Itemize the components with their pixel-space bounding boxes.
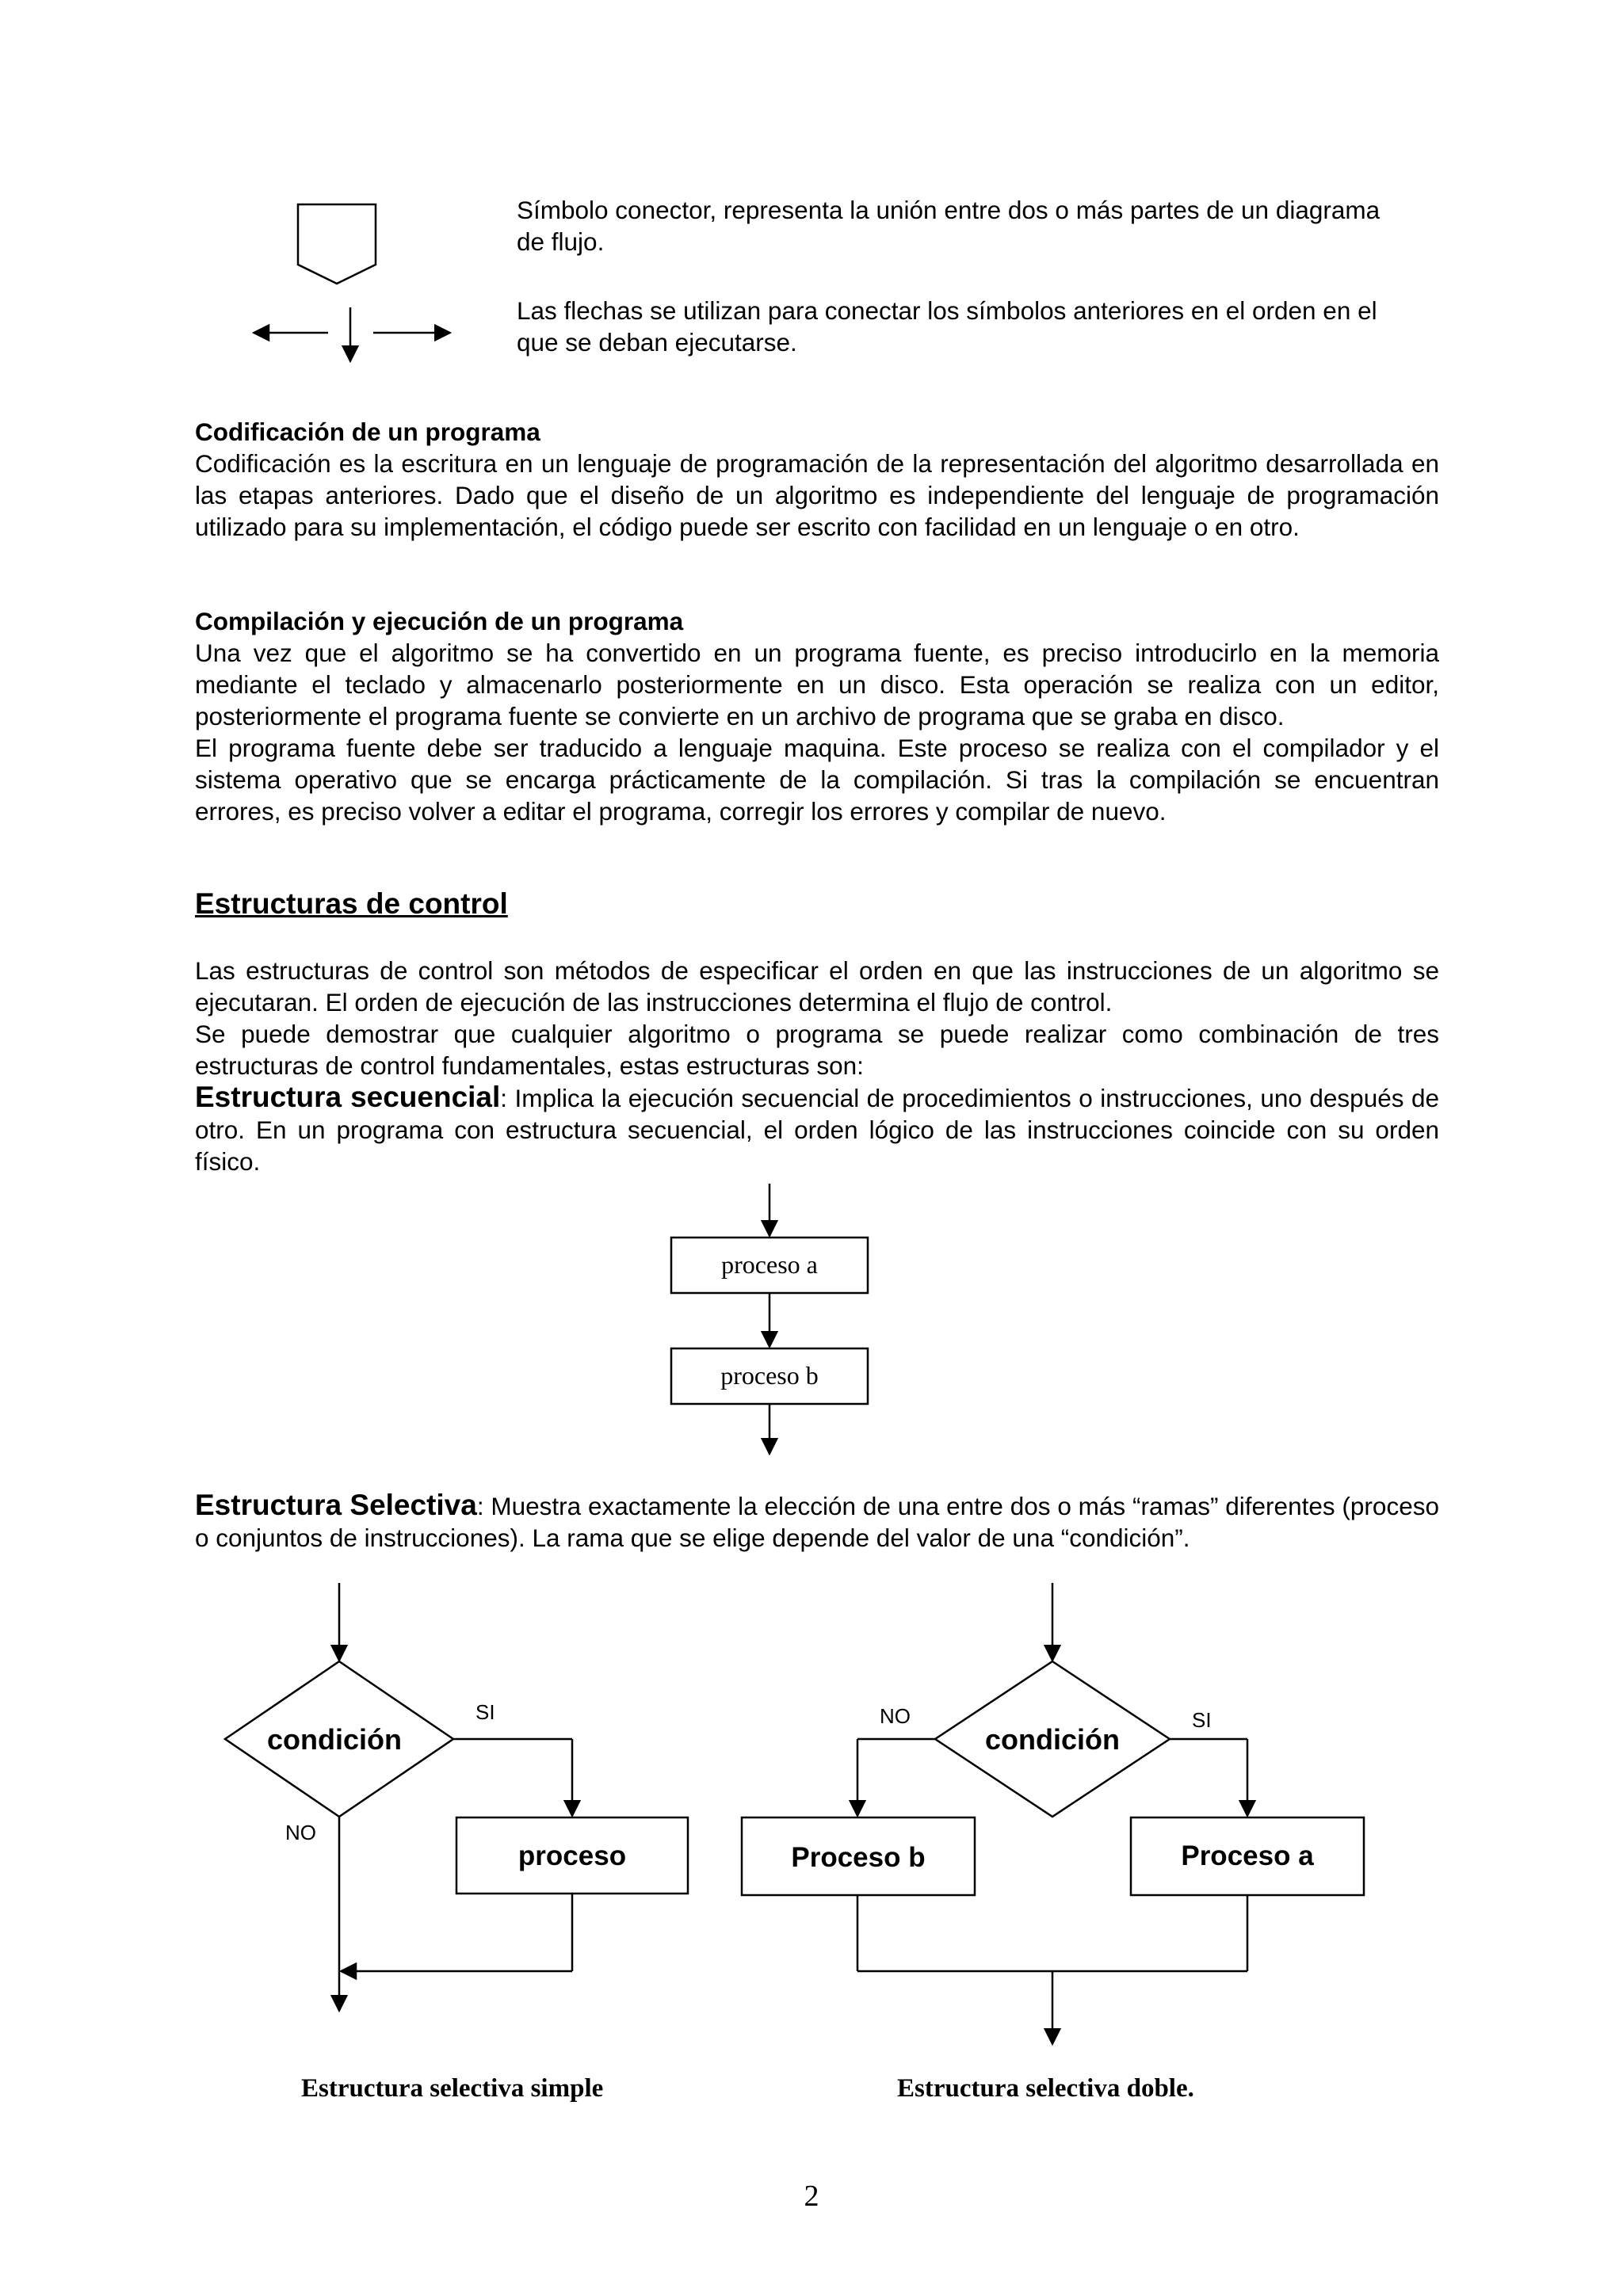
process-a-label-double: Proceso a [1181,1840,1314,1871]
yes-label: SI [475,1700,495,1724]
secuencial-paragraph: Estructura secuencial: Implica la ejecución secuencial de procedimientos o instrucciones, uno después de otro. En un programa con estructura secuencial, el orden lógico de las instrucciones coincide con su orden físico. [195,1081,1439,1176]
estructuras-intro [195,955,1439,1177]
estructuras-intro-1: Las estructuras de control son métodos de especificar el orden en que las instrucciones de un algoritmo se ejecutaran. El orden de ejecución de las instrucciones determina el flujo de control. [195,956,1439,1016]
connector-symbol-icon [293,200,380,288]
estructuras-heading: Estructuras de control [195,887,508,920]
secuencial-term: Estructura secuencial [195,1081,501,1113]
condition-label: condición [267,1723,402,1756]
condition-label-double: condición [985,1723,1120,1756]
codificacion-section [195,416,1439,543]
process-b-label-double: Proceso b [791,1842,926,1873]
sequential-flowchart [666,1180,872,1458]
process-label: proceso [517,1840,627,1871]
connector-description: Símbolo conector, representa la unión entre dos o más partes de un diagrama de flujo. [517,196,1381,256]
codificacion-heading: Codificación de un programa [195,418,540,446]
compilacion-heading: Compilación y ejecución de un programa [195,607,684,635]
no-label: NO [285,1821,316,1844]
compilacion-section [195,605,1439,827]
compilacion-body-1: Una vez que el algoritmo se ha convertido en un programa fuente, es preciso introducirlo en la memoria mediante el teclado y almacenarlo posteriormente en un disco. Esta operación se realiza con un editor, posteriormente el programa fuente se convierte en un archivo de programa que se graba en disco. [195,639,1439,730]
selective-simple-flowchart [214,1577,705,2020]
arrows-description: Las flechas se utilizan para conectar los símbolos anteriores en el orden en el que se deban ejecutarse. [517,296,1377,357]
compilacion-body-2: El programa fuente debe ser traducido a lenguaje maquina. Este proceso se realiza con el compilador y el sistema operativo que se encarga prácticamente de la compilación. Si tras la compilación se encuentran errores, es preciso volver a editar el programa, corregir los errores y compilar de nuevo. [195,734,1439,826]
codificacion-body: Codificación es la escritura en un lenguaje de programación de la representación del algoritmo desarrollada en las etapas anteriores. Dado que el diseño de un algoritmo es independiente del lenguaje de programación utilizado para su implementación, el código puede ser escrito con facilidad en un lenguaje o en otro. [195,449,1439,541]
selectiva-term: Estructura Selectiva [195,1489,477,1521]
page-number: 2 [804,2180,819,2213]
yes-label-double: SI [1192,1708,1212,1732]
estructuras-intro-2: Se puede demostrar que cualquier algoritmo o programa se puede realizar como combinación de tres estructuras de control fundamentales, estas estructuras son: [195,1020,1439,1080]
flow-arrows-icon [250,304,456,366]
process-b-label: proceso b [720,1361,819,1390]
simple-caption: Estructura selectiva simple [301,2074,604,2103]
selectiva-paragraph: Estructura Selectiva: Muestra exactamente la elección de una entre dos o más “ramas” diferentes (proceso o conjuntos de instrucciones). La rama que se elige depende del valor de una “condición”. [195,1489,1439,1552]
process-a-label: proceso a [721,1250,818,1279]
double-caption: Estructura selectiva doble. [897,2074,1194,2103]
no-label-double: NO [880,1704,911,1728]
selective-double-flowchart [737,1577,1371,2052]
